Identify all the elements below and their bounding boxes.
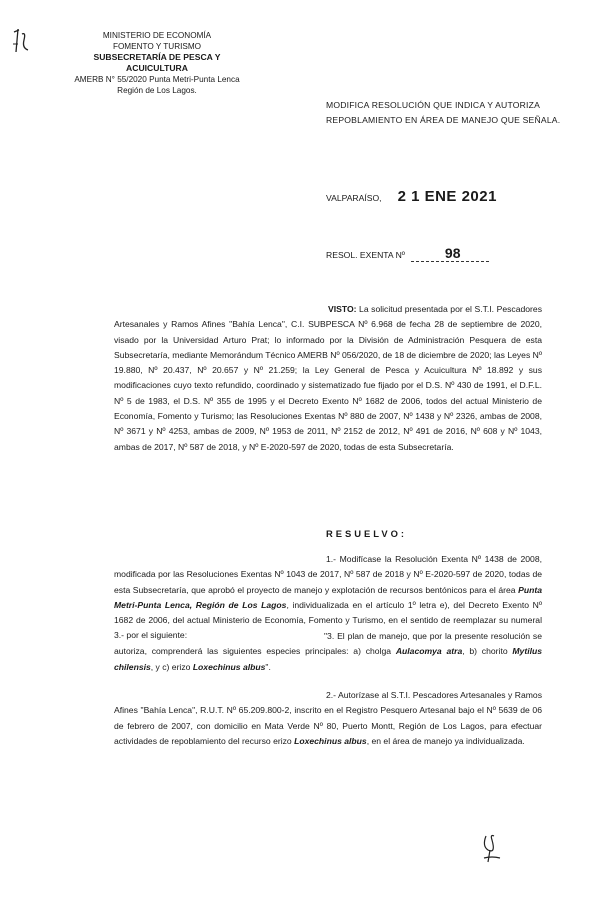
resolution-subject: MODIFICA RESOLUCIÓN QUE INDICA Y AUTORIZA REPOBLAMIENTO EN ÁREA DE MANEJO QUE SEÑALA. (326, 100, 561, 125)
p1-text-c: , individualizada en el artículo 1º letra e), del Decreto Exento Nº 1682 de 2006, del actual Ministerio de Economía, Fomento y Turismo, en el sentido de reemplazar su numeral 3.- por el siguiente: (114, 599, 542, 641)
resolution-number-line (326, 245, 489, 262)
species-loxechinus: Loxechinus albus (192, 661, 266, 672)
quote-text-a: "3. El plan de manejo, que por la presente resolución se autoriza, comprenderá las siguientes especies principales: a) cholga (114, 631, 542, 657)
quoted-numeral-3 (114, 629, 542, 675)
handwritten-initial-mark (10, 26, 36, 56)
species-aulacomya: Aulacomya atra (395, 646, 463, 657)
species-mytilus: Mytilus chilensis (114, 646, 542, 672)
ministry-header (62, 30, 252, 96)
resuelvo-paragraph-2 (114, 688, 542, 749)
resolution-number: 98 (411, 245, 489, 262)
region-name: Región de Los Lagos. (117, 86, 197, 95)
place: VALPARAÍSO, (326, 193, 382, 203)
resuelvo-heading: RESUELVO: (326, 528, 407, 539)
ministry-name: MINISTERIO DE ECONOMÍA (102, 31, 212, 40)
stamped-date: 2 1 ENE 2021 (397, 188, 497, 205)
p1-text-a: 1.- Modifícase la Resolución Exenta Nº 1438 de 2008, modificada por las Resoluciones Exentas Nº 1043 de 2017, Nº 587 de 2018 y Nº E-2020-597 de 2020, todas de esta Subsecretaría, que aprobó el proyecto de manejo y explotación de recursos bentónicos para el área (114, 554, 542, 595)
subsecretaria-name: SUBSECRETARÍA DE PESCA Y ACUICULTURA (93, 52, 221, 73)
p2-text-c: , en el área de manejo ya individualizada. (366, 735, 525, 746)
ministry-subname: FOMENTO Y TURISMO (112, 42, 202, 51)
quote-text-e: , y c) erizo (150, 661, 193, 672)
p2-species: Loxechinus albus (294, 735, 367, 746)
quote-text-g: ". (265, 661, 271, 672)
resolution-label: RESOL. EXENTA Nº (326, 250, 405, 260)
visto-label: VISTO: (328, 304, 357, 314)
place-date (326, 188, 497, 205)
quote-text-c: , b) chorito (462, 646, 513, 657)
p2-text-a: 2.- Autorízase al S.T.I. Pescadores Artesanales y Ramos Afines "Bahía Lenca", R.U.T. Nº 65.209.800-2, inscrito en el Registro Pesquero Artesanal bajo el Nº 5639 de 06 de febrero de 2007, con domicilio en Mata Verde Nº 80, Puerto Montt, Región de Los Lagos, para efectuar actividades de repoblamiento del recurso erizo (114, 690, 542, 746)
amerb-reference: AMERB N° 55/2020 Punta Metri-Punta Lenca (74, 75, 240, 84)
handwritten-signature-mark (478, 830, 508, 866)
p1-area-name: Punta Metri-Punta Lenca, Región de Los Lagos (114, 584, 542, 610)
visto-paragraph (114, 302, 542, 455)
visto-text: La solicitud presentada por el S.T.I. Pescadores Artesanales y Ramos Afines "Bahía Lenca", C.I. SUBPESCA Nº 6.968 de fecha 28 de septiembre de 2020, visado por la Universidad Arturo Prat; lo informado por la División de Administración Pesquera de esta Subsecretaría, mediante Memorándum Técnico AMERB Nº 056/2020, de 18 de diciembre de 2020; las Leyes Nº 19.880, Nº 20.437, Nº 20.657 y Nº 21.259; la Ley General de Pesca y Acuicultura Nº 18.892 y sus modificaciones cuyo texto refundido, coordinado y sistematizado fue fijado por el D.S. Nº 430 de 1991, el D.F.L. Nº 5 de 1983, el D.S. Nº 355 de 1995 y el Decreto Exento Nº 1682 de 2006, todos del actual Ministerio de Economía, Fomento y Turismo; las Resoluciones Exentas Nº 880 de 2007, Nº 1438 y Nº 2326, ambas de 2008, Nº 3671 y Nº 4253, ambas de 2009, Nº 1953 de 2011, Nº 2152 de 2012, Nº 491 de 2016, Nº 608 y Nº 1043, ambas de 2017, Nº 587 de 2018, y Nº E-2020-597 de 2020, todas de esta Subsecretaría. (114, 304, 542, 452)
